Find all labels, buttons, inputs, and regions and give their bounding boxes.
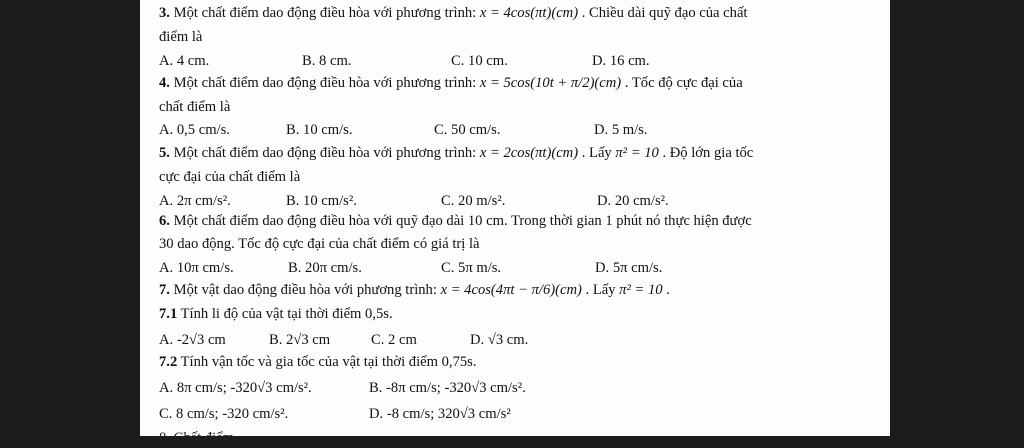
- question-text: . Tốc độ cực đại của: [624, 75, 743, 91]
- option-c[interactable]: C. 2 cm: [371, 332, 417, 348]
- option-d[interactable]: D. 20 cm/s².: [597, 193, 669, 209]
- option-c[interactable]: C. 5π m/s.: [441, 260, 502, 276]
- question-text: Một chất điểm dao động điều hòa với quỹ đạo dài 10 cm. Trong thời gian 1 phút nó thực hiện được: [173, 213, 752, 229]
- option-c[interactable]: C. 8 cm/s; -320 cm/s².: [159, 406, 289, 422]
- equation: x = 2cos(πt)(cm): [479, 145, 579, 161]
- option-d[interactable]: D. √3 cm.: [470, 332, 529, 348]
- option-c[interactable]: C. 20 m/s².: [441, 193, 506, 209]
- option-b[interactable]: B. 10 cm/s.: [286, 122, 353, 138]
- question-6: [159, 211, 752, 231]
- question-text: . Lấy: [581, 145, 616, 161]
- option-a[interactable]: A. 2π cm/s².: [159, 193, 231, 209]
- equation: x = 4cos(4πt − π/6)(cm): [440, 282, 582, 298]
- option-a[interactable]: A. 4 cm.: [159, 53, 210, 69]
- option-c[interactable]: C. 50 cm/s.: [434, 122, 501, 138]
- question-4-line2: chất điểm là: [159, 99, 231, 115]
- question-text: Một chất điểm dao động điều hòa với phương trình:: [173, 145, 480, 161]
- option-a[interactable]: A. 0,5 cm/s.: [159, 122, 230, 138]
- question-4: [159, 73, 743, 93]
- question-5-line2: cực đại của chất điểm là: [159, 169, 301, 185]
- question-number: 6.: [159, 213, 170, 229]
- question-text: . Chiều dài quỹ đạo của chất: [581, 5, 748, 21]
- option-b[interactable]: B. 10 cm/s².: [286, 193, 357, 209]
- option-a[interactable]: A. 10π cm/s.: [159, 260, 234, 276]
- option-a[interactable]: A. -2√3 cm: [159, 332, 226, 348]
- option-d[interactable]: D. 5π cm/s.: [595, 260, 663, 276]
- question-text: . Lấy: [585, 282, 620, 298]
- question-text: .: [666, 282, 670, 298]
- pi-squared: π² = 10: [619, 282, 663, 298]
- option-b[interactable]: B. 20π cm/s.: [288, 260, 362, 276]
- question-5: [159, 143, 753, 163]
- question-text: Một chất điểm dao động điều hòa với phương trình:: [173, 5, 480, 21]
- option-a[interactable]: A. 8π cm/s; -320√3 cm/s².: [159, 380, 312, 396]
- question-number: 7.2: [159, 354, 178, 370]
- question-number: 3.: [159, 5, 170, 21]
- question-7-1: [159, 304, 393, 324]
- question-number: 4.: [159, 75, 170, 91]
- question-number: 7.: [159, 282, 170, 298]
- option-b[interactable]: B. 8 cm.: [302, 53, 352, 69]
- equation: x = 4cos(πt)(cm): [479, 5, 579, 21]
- option-d[interactable]: D. 16 cm.: [592, 53, 650, 69]
- question-number: 7.1: [159, 306, 178, 322]
- question-6-line2: 30 dao động. Tốc độ cực đại của chất điểm có giá trị là: [159, 236, 480, 252]
- question-7: [159, 280, 670, 300]
- question-text: Một vật dao động điều hòa với phương trình:: [173, 282, 441, 298]
- option-d[interactable]: D. 5 m/s.: [594, 122, 648, 138]
- question-3-line2: điểm là: [159, 29, 203, 45]
- next-question-fragment: 8. Chất điểm: [159, 430, 234, 446]
- option-b[interactable]: B. 2√3 cm: [269, 332, 331, 348]
- question-text: . Độ lớn gia tốc: [662, 145, 754, 161]
- option-c[interactable]: C. 10 cm.: [451, 53, 508, 69]
- worksheet-page: [140, 0, 890, 446]
- option-b[interactable]: B. -8π cm/s; -320√3 cm/s².: [369, 380, 526, 396]
- question-text: Tính vận tốc và gia tốc của vật tại thời điểm 0,75s.: [177, 354, 477, 370]
- question-text: Tính li độ của vật tại thời điểm 0,5s.: [177, 306, 393, 322]
- question-number: 5.: [159, 145, 170, 161]
- question-text: Một chất điểm dao động điều hòa với phương trình:: [173, 75, 480, 91]
- question-3: [159, 3, 747, 23]
- equation: x = 5cos(10t + π/2)(cm): [479, 75, 622, 91]
- option-d[interactable]: D. -8 cm/s; 320√3 cm/s²: [369, 406, 511, 422]
- question-7-2: [159, 352, 477, 372]
- pi-squared: π² = 10: [615, 145, 659, 161]
